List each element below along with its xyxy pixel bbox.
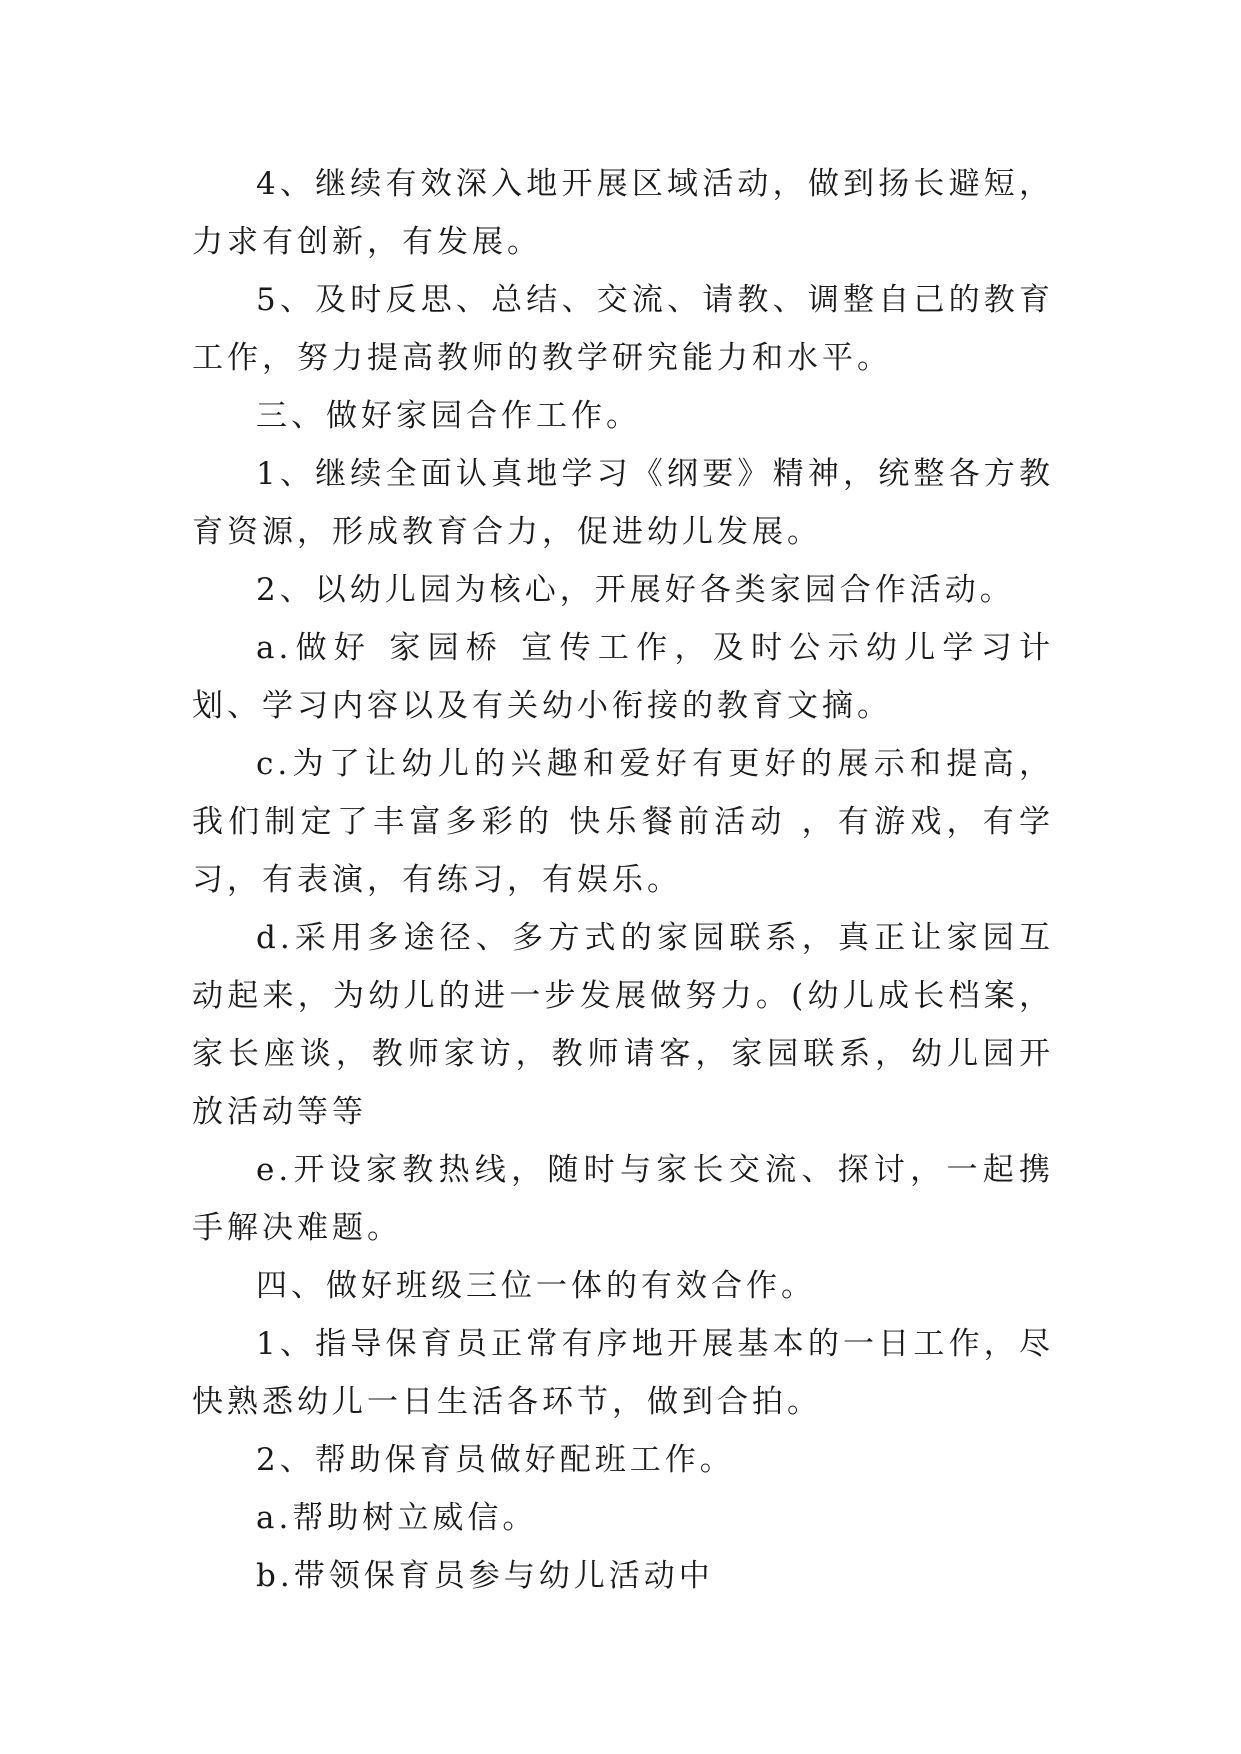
document-body	[192, 155, 1054, 1605]
paragraph-item-2: 2、帮助保育员做好配班工作。	[256, 1442, 735, 1478]
paragraph-item-b: b.带领保育员参与幼儿活动中	[256, 1558, 714, 1594]
paragraph-item-4: 4、继续有效深入地开展区域活动，做到扬长避短，力求有创新，有发展。	[192, 166, 1054, 260]
paragraph-item-2: 2、以幼儿园为核心，开展好各类家园合作活动。	[256, 572, 1015, 608]
paragraph-item-5: 5、及时反思、总结、交流、请教、调整自己的教育工作，努力提高教师的教学研究能力和水平。	[192, 282, 1054, 376]
paragraph-item-1: 1、继续全面认真地学习《纲要》精神，统整各方教育资源，形成教育合力，促进幼儿发展。	[192, 456, 1054, 550]
paragraph-item-e: e.开设家教热线，随时与家长交流、探讨，一起携手解决难题。	[192, 1152, 1054, 1246]
section-heading-4: 四、做好班级三位一体的有效合作。	[256, 1268, 816, 1304]
paragraph-item-a: a.帮助树立威信。	[256, 1500, 538, 1536]
section-heading-3: 三、做好家园合作工作。	[256, 398, 641, 434]
paragraph-item-d: d.采用多途径、多方式的家园联系，真正让家园互动起来，为幼儿的进一步发展做努力。(幼儿成长档案，家长座谈，教师家访，教师请客，家园联系，幼儿园开放活动等等	[192, 920, 1054, 1130]
paragraph-item-c: c.为了让幼儿的兴趣和爱好有更好的展示和提高，我们制定了丰富多彩的 快乐餐前活动 ，有游戏，有学习，有表演，有练习，有娱乐。	[192, 746, 1054, 898]
paragraph-item-1: 1、指导保育员正常有序地开展基本的一日工作，尽快熟悉幼儿一日生活各环节，做到合拍。	[192, 1326, 1054, 1420]
paragraph-item-a: a.做好 家园桥 宣传工作，及时公示幼儿学习计划、学习内容以及有关幼小衔接的教育文摘。	[192, 630, 1054, 724]
